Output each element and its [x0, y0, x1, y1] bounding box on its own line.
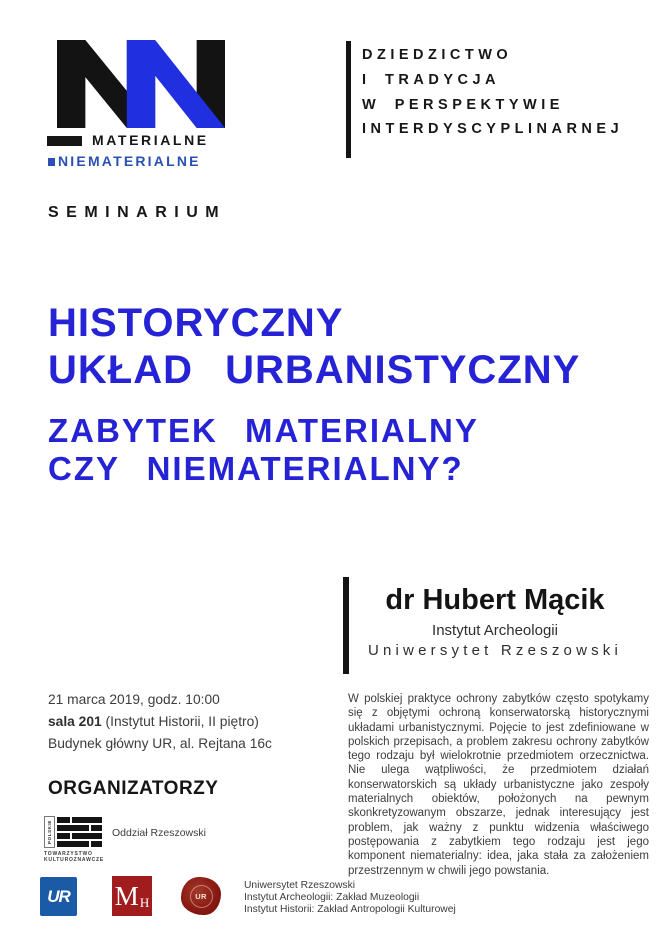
series-divider-bar	[346, 41, 351, 158]
footer-institutions	[244, 880, 456, 917]
speaker-institute: Instytut Archeologii	[432, 622, 558, 639]
speaker-info	[359, 577, 631, 674]
series-line-1: DZIEDZICTWO	[362, 47, 513, 63]
wax-seal-logo-icon	[181, 877, 221, 915]
mh-logo-letter-m: M	[114, 880, 139, 911]
ptk-caption-line-1: TOWARZYSTWO	[44, 851, 93, 857]
brand-niematerialne-label: NIEMATERIALNE	[58, 153, 201, 169]
ptk-logo-box	[44, 816, 102, 848]
speaker-divider-bar	[343, 577, 349, 674]
series-title	[362, 41, 623, 158]
event-details	[48, 689, 272, 755]
main-title-line-1: HISTORYCZNY	[48, 301, 344, 345]
series-line-4: INTERDYSCYPLINARNEJ	[362, 121, 624, 138]
brand-materialne-label: MATERIALNE	[92, 132, 209, 148]
event-datetime: 21 marca 2019, godz. 10:00	[48, 692, 220, 707]
footer-line-1: Uniwersytet Rzeszowski	[244, 880, 356, 891]
speaker-block	[343, 577, 631, 674]
ur-logo-monogram: UR	[47, 886, 70, 906]
organizers-heading: ORGANIZATORZY	[48, 778, 219, 799]
footer-line-2: Instytut Archeologii: Zakład Muzeologii	[244, 892, 420, 904]
event-room-details: (Instytut Historii, II piętro)	[101, 714, 259, 729]
series-line-3: W PERSPEKTYWIE	[362, 96, 564, 113]
ptk-logo-bars-icon	[57, 816, 102, 848]
ptk-logo-caption	[44, 851, 102, 863]
ptk-logo-vertical-strip	[44, 816, 55, 848]
event-room	[48, 711, 272, 733]
university-rzeszow-logo-icon	[40, 877, 77, 916]
abstract-text: W polskiej praktyce ochrony zabytków często spotykamy się z objętymi ochroną konserwatorską historycznymi układami urbanistycznymi. Pojęcie to jest zdefiniowane w polskich przepisach, a problem zakresu ochrony zabytków tego rodzaju był wielokrotnie przedmiotem orzecznictwa. Nie ulega wątpliwości, że przedmiotem działań konserwatorskich są układy urbanistyczne jako zespoły materialnych obiektów, położonych na pewnym skonkretyzowanym obszarze, jednak interesujący jest problem, jak ważny z punktu widzenia właściwego postępowania z zabytkiem tego rodzaju jest jego komponent niematerialny: idea, jaka stała za założeniem przestrzennym w chwili jego powstania.	[348, 693, 649, 877]
seminar-label: SEMINARIUM	[48, 204, 227, 221]
mh-institute-logo-icon	[112, 876, 152, 916]
ptk-caption-line-2: KULTUROZNAWCZE	[44, 857, 104, 863]
event-room-number: sala 201	[48, 714, 102, 729]
series-title-block	[346, 41, 623, 158]
ptk-logo-vertical-label: POLSKIE	[47, 820, 52, 844]
event-address: Budynek główny UR, al. Rejtana 16c	[48, 736, 272, 751]
series-line-2: I TRADYCJA	[362, 71, 501, 88]
main-subtitle-line-1: ZABYTEK MATERIALNY	[48, 412, 479, 449]
brand-bullet-square	[48, 158, 55, 166]
speaker-university: Uniwersytet Rzeszowski	[367, 642, 623, 659]
main-title-line-2: UKŁAD URBANISTYCZNY	[48, 348, 581, 392]
ptk-branch-label: Oddział Rzeszowski	[112, 827, 206, 839]
ptk-logo	[44, 816, 102, 863]
footer-line-3: Instytut Historii: Zakład Antropologii Kulturowej	[244, 904, 456, 916]
seal-inner-ring	[190, 885, 213, 908]
speaker-name: dr Hubert Mącik	[385, 584, 605, 616]
mh-logo-letter-h: H	[139, 894, 150, 910]
brand-underline-bar	[47, 136, 82, 146]
main-subtitle-line-2: CZY NIEMATERIALNY?	[48, 450, 464, 487]
seal-monogram: UR	[195, 891, 207, 901]
nn-materialne-logo-icon	[57, 40, 225, 128]
